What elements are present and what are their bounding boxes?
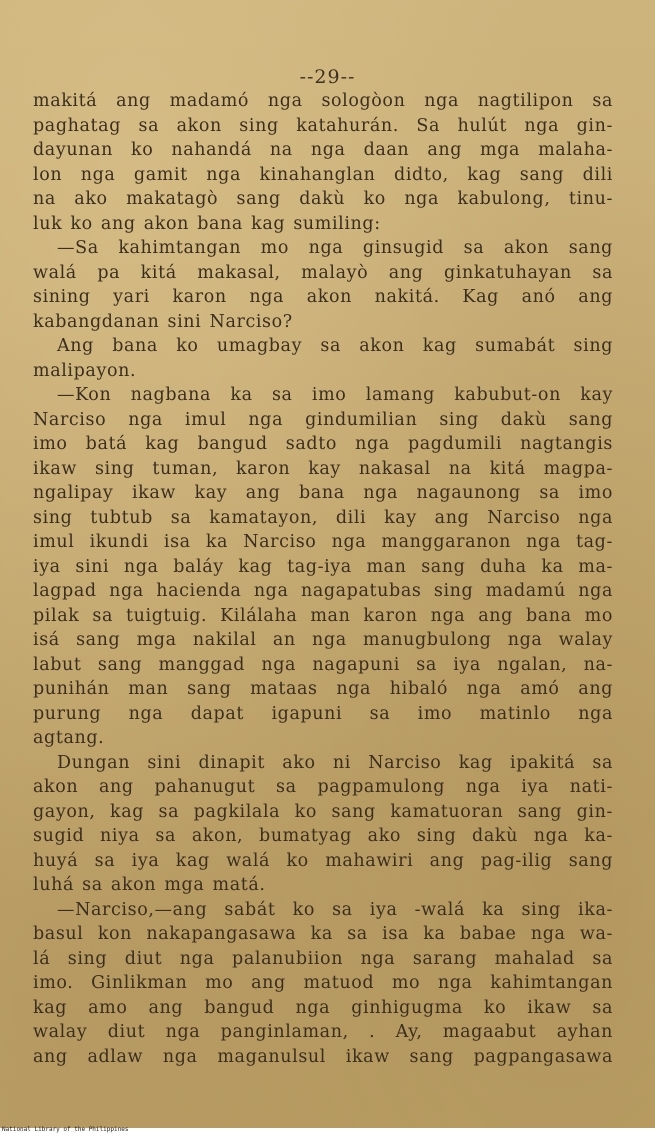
text-line: Dungan sini dinapit ako ni Narciso kag ipakitá sa: [57, 752, 613, 773]
text-line: lagpad nga hacienda nga nagapatubas sing madamú nga: [33, 581, 613, 601]
text-line: kabangdanan sini Narciso?: [33, 311, 293, 332]
body-text: [33, 89, 613, 1069]
text-line: sugid niya sa akon, bumatyag ako sing dakù nga ka-: [33, 826, 613, 846]
text-line: iya sini nga baláy kag tag-iya man sang duha ka ma-: [33, 556, 613, 577]
library-credit: National Library of the Philippines: [2, 1126, 129, 1133]
text-line: walá pa kitá makasal, malayò ang ginkatuhayan sa: [33, 262, 613, 283]
text-line: dayunan ko nahandá na nga daan ang mga malaha-: [33, 140, 613, 160]
text-line: malipayon.: [33, 360, 137, 381]
text-line: ang adlaw nga maganulsul ikaw sang pagpangasawa: [33, 1046, 613, 1067]
text-line: sining yari karon nga akon nakitá. Kag anó ang: [33, 287, 613, 307]
text-line: akon ang pahanugut sa pagpamulong nga iya nati-: [33, 777, 613, 797]
text-line: isá sang mga nakilal an nga manugbulong nga walay: [33, 630, 613, 650]
text-line: na ako makatagò sang dakù ko nga kabulong, tinu-: [33, 189, 613, 209]
text-line: ngalipay ikaw kay ang bana nga nagaunong sa imo: [33, 483, 613, 503]
text-line: lon nga gamit nga kinahanglan didto, kag sang dili: [33, 164, 613, 185]
text-line: —Narciso,—ang sabát ko sa iya -walá ka sing ika-: [57, 899, 613, 920]
text-line: basul kon nakapangasawa ka sa isa ka babae nga wa-: [33, 924, 613, 944]
text-line: paghatag sa akon sing katahurán. Sa hulút nga gin-: [33, 115, 613, 136]
text-line: imul ikundi isa ka Narciso nga manggaranon nga tag-: [33, 532, 613, 552]
text-line: labut sang manggad nga nagapuni sa iya ngalan, na-: [33, 654, 613, 675]
text-line: kag amo ang bangud nga ginhigugma ko ikaw sa: [33, 997, 613, 1018]
text-line: Ang bana ko umagbay sa akon kag sumabát sing: [57, 336, 613, 356]
text-line: huyá sa iya kag walá ko mahawiri ang pag-ilig sang: [33, 850, 613, 871]
text-line: imo batá kag bangud sadto nga pagdumili nagtangis: [33, 434, 613, 454]
text-line: gayon, kag sa pagkilala ko sang kamatuoran sang gin-: [33, 801, 613, 822]
text-line: luhá sa akon mga matá.: [33, 875, 266, 895]
text-line: ikaw sing tuman, karon kay nakasal na kitá magpa-: [33, 458, 613, 479]
text-line: walay diut nga panginlaman, . Ay, magaabut ayhan: [33, 1022, 613, 1042]
text-line: luk ko ang akon bana kag sumiling:: [33, 213, 381, 234]
text-line: sing tubtub sa kamatayon, dili kay ang Narciso nga: [33, 507, 613, 528]
text-line: —Kon nagbana ka sa imo lamang kabubut-on kay: [57, 385, 613, 405]
text-line: pilak sa tuigtuig. Kilálaha man karon nga ang bana mo: [33, 605, 613, 626]
page-number: --29--: [299, 66, 356, 88]
text-line: lá sing diut nga palanubiion nga sarang mahalad sa: [33, 948, 613, 969]
text-line: agtang.: [33, 728, 105, 748]
text-line: punihán man sang mataas nga hibaló nga amó ang: [33, 679, 613, 699]
text-line: imo. Ginlikman mo ang matuod mo nga kahimtangan: [33, 973, 613, 993]
text-line: —Sa kahimtangan mo nga ginsugid sa akon sang: [57, 238, 613, 258]
text-line: purung nga dapat igapuni sa imo matinlo nga: [33, 703, 613, 724]
text-line: Narciso nga imul nga gindumilian sing dakù sang: [33, 409, 613, 430]
text-line: makitá ang madamó nga sologòon nga nagtilipon sa: [33, 91, 613, 111]
